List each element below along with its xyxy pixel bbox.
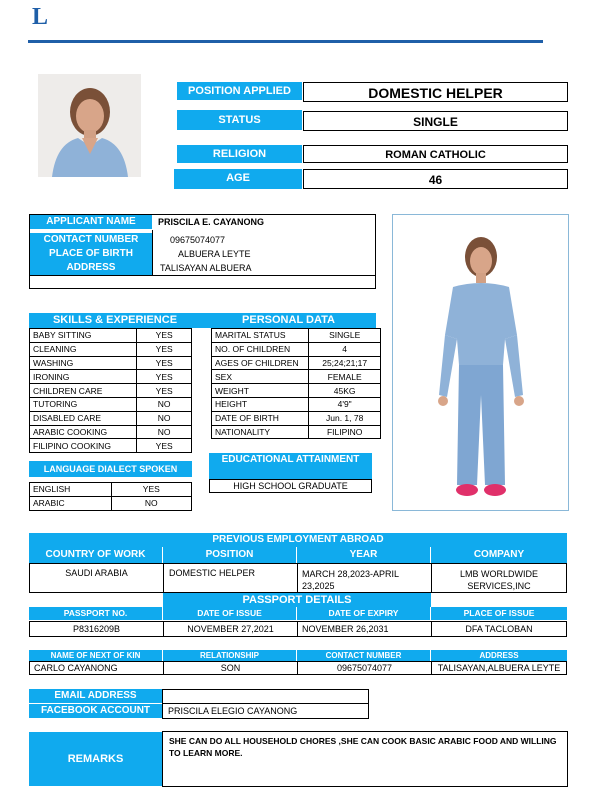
kin-header-relationship: RELATIONSHIP bbox=[163, 650, 297, 661]
personal-label: AGES OF CHILDREN bbox=[212, 356, 309, 370]
education-value: HIGH SCHOOL GRADUATE bbox=[209, 479, 372, 493]
facebook-label: FACEBOOK ACCOUNT bbox=[29, 704, 162, 718]
passport-header-place: PLACE OF ISSUE bbox=[431, 607, 567, 620]
personal-value: 25;24;21;17 bbox=[309, 356, 381, 370]
education-title: EDUCATIONAL ATTAINMENT bbox=[209, 453, 372, 479]
skill-value: NO bbox=[137, 425, 192, 439]
kin-name: CARLO CAYANONG bbox=[29, 661, 164, 675]
skill-name: IRONING bbox=[30, 370, 137, 384]
skill-value: YES bbox=[137, 356, 192, 370]
table-row bbox=[212, 411, 381, 425]
skill-name: ARABIC COOKING bbox=[30, 425, 137, 439]
religion-value: ROMAN CATHOLIC bbox=[303, 145, 568, 163]
contact-number-value: 09675074077 bbox=[170, 235, 226, 245]
table-row bbox=[212, 342, 381, 356]
skill-value: YES bbox=[137, 439, 192, 453]
language-name: ARABIC bbox=[30, 496, 112, 510]
skill-name: DISABLED CARE bbox=[30, 411, 137, 425]
employment-position: DOMESTIC HELPER bbox=[163, 563, 298, 593]
employment-header-company: COMPANY bbox=[431, 547, 567, 563]
skill-value: YES bbox=[137, 329, 192, 343]
table-row bbox=[212, 425, 381, 439]
language-table bbox=[29, 482, 192, 511]
personal-value: 45KG bbox=[309, 384, 381, 398]
religion-label: RELIGION bbox=[177, 145, 302, 163]
table-row bbox=[212, 384, 381, 398]
place-of-birth-label: PLACE OF BIRTH bbox=[30, 247, 152, 261]
table-row bbox=[212, 329, 381, 343]
personal-label: SEX bbox=[212, 370, 309, 384]
skill-value: YES bbox=[137, 370, 192, 384]
employment-company: LMB WORLDWIDE SERVICES,INC bbox=[431, 563, 567, 593]
skill-name: CLEANING bbox=[30, 342, 137, 356]
skill-value: YES bbox=[137, 384, 192, 398]
place-of-birth-value: ALBUERA LEYTE bbox=[178, 249, 251, 259]
language-value: NO bbox=[111, 496, 191, 510]
address-label: ADDRESS bbox=[30, 261, 152, 275]
remarks-label: REMARKS bbox=[29, 732, 162, 786]
email-label: EMAIL ADDRESS bbox=[29, 689, 162, 703]
full-body-photo bbox=[392, 214, 569, 511]
table-row bbox=[212, 356, 381, 370]
applicant-name-label: APPLICANT NAME bbox=[30, 215, 152, 229]
language-title: LANGUAGE DIALECT SPOKEN bbox=[29, 461, 192, 477]
skills-title: SKILLS & EXPERIENCE bbox=[29, 313, 201, 328]
passport-header-expiry: DATE OF EXPIRY bbox=[297, 607, 431, 620]
skill-value: NO bbox=[137, 397, 192, 411]
table-row bbox=[30, 425, 192, 439]
table-row bbox=[30, 496, 192, 510]
passport-place: DFA TACLOBAN bbox=[431, 621, 567, 637]
skill-name: CHILDREN CARE bbox=[30, 384, 137, 398]
personal-value: SINGLE bbox=[309, 329, 381, 343]
language-value: YES bbox=[111, 483, 191, 497]
table-row bbox=[30, 384, 192, 398]
table-row bbox=[30, 342, 192, 356]
kin-header-address: ADDRESS bbox=[431, 650, 567, 661]
skill-value: NO bbox=[137, 411, 192, 425]
personal-value: Jun. 1, 78 bbox=[309, 411, 381, 425]
kin-header-name: NAME OF NEXT OF KIN bbox=[29, 650, 163, 661]
employment-header-position: POSITION bbox=[163, 547, 297, 563]
status-value: SINGLE bbox=[303, 111, 568, 131]
personal-label: WEIGHT bbox=[212, 384, 309, 398]
kin-contact: 09675074077 bbox=[297, 661, 432, 675]
personal-value: 4 bbox=[309, 342, 381, 356]
personal-value: FEMALE bbox=[309, 370, 381, 384]
table-row bbox=[30, 483, 192, 497]
table-row bbox=[30, 329, 192, 343]
table-row bbox=[30, 411, 192, 425]
personal-label: NATIONALITY bbox=[212, 425, 309, 439]
skill-value: YES bbox=[137, 342, 192, 356]
employment-country: SAUDI ARABIA bbox=[29, 563, 164, 593]
table-row bbox=[30, 439, 192, 453]
personal-label: DATE OF BIRTH bbox=[212, 411, 309, 425]
kin-header-contact: CONTACT NUMBER bbox=[297, 650, 431, 661]
status-label: STATUS bbox=[177, 110, 302, 130]
personal-data-table bbox=[211, 328, 381, 439]
email-value bbox=[162, 689, 369, 704]
passport-number: P8316209B bbox=[29, 621, 164, 637]
passport-title: PASSPORT DETAILS bbox=[163, 593, 431, 607]
personal-value: FILIPINO bbox=[309, 425, 381, 439]
skill-name: WASHING bbox=[30, 356, 137, 370]
personal-label: NO. OF CHILDREN bbox=[212, 342, 309, 356]
passport-expiry-date: NOVEMBER 26,2031 bbox=[297, 621, 432, 637]
table-row bbox=[30, 397, 192, 411]
position-applied-label: POSITION APPLIED bbox=[177, 82, 302, 100]
employment-header-country: COUNTRY OF WORK bbox=[29, 547, 163, 563]
applicant-divider bbox=[152, 230, 153, 275]
agency-logo: L bbox=[32, 4, 49, 30]
table-row bbox=[212, 397, 381, 411]
applicant-name-value: PRISCILA E. CAYANONG bbox=[158, 217, 265, 227]
employment-header-year: YEAR bbox=[297, 547, 431, 563]
applicant-bottom-rule bbox=[29, 275, 376, 276]
skill-name: TUTORING bbox=[30, 397, 137, 411]
language-name: ENGLISH bbox=[30, 483, 112, 497]
headshot-photo bbox=[38, 74, 141, 177]
table-row bbox=[212, 370, 381, 384]
age-value: 46 bbox=[303, 169, 568, 189]
personal-data-title: PERSONAL DATA bbox=[201, 313, 376, 328]
passport-header-number: PASSPORT NO. bbox=[29, 607, 163, 620]
kin-address: TALISAYAN,ALBUERA LEYTE bbox=[431, 661, 567, 675]
skills-table bbox=[29, 328, 192, 453]
address-value: TALISAYAN ALBUERA bbox=[160, 263, 252, 273]
header-rule bbox=[28, 40, 543, 43]
passport-issue-date: NOVEMBER 27,2021 bbox=[163, 621, 298, 637]
contact-number-label: CONTACT NUMBER bbox=[30, 233, 152, 247]
personal-label: MARITAL STATUS bbox=[212, 329, 309, 343]
employment-title: PREVIOUS EMPLOYMENT ABROAD bbox=[29, 533, 567, 547]
employment-year: MARCH 28,2023-APRIL 23,2025 bbox=[297, 563, 432, 593]
passport-header-issue: DATE OF ISSUE bbox=[163, 607, 297, 620]
skill-name: BABY SITTING bbox=[30, 329, 137, 343]
kin-relationship: SON bbox=[163, 661, 298, 675]
facebook-value: PRISCILA ELEGIO CAYANONG bbox=[162, 703, 369, 719]
position-applied-value: DOMESTIC HELPER bbox=[303, 82, 568, 102]
personal-value: 4'9" bbox=[309, 397, 381, 411]
personal-label: HEIGHT bbox=[212, 397, 309, 411]
table-row bbox=[30, 370, 192, 384]
skill-name: FILIPINO COOKING bbox=[30, 439, 137, 453]
remarks-value: SHE CAN DO ALL HOUSEHOLD CHORES ,SHE CAN COOK BASIC ARABIC FOOD AND WILLING TO LEARN MORE. bbox=[162, 731, 568, 787]
age-label: AGE bbox=[174, 169, 302, 189]
table-row bbox=[30, 356, 192, 370]
